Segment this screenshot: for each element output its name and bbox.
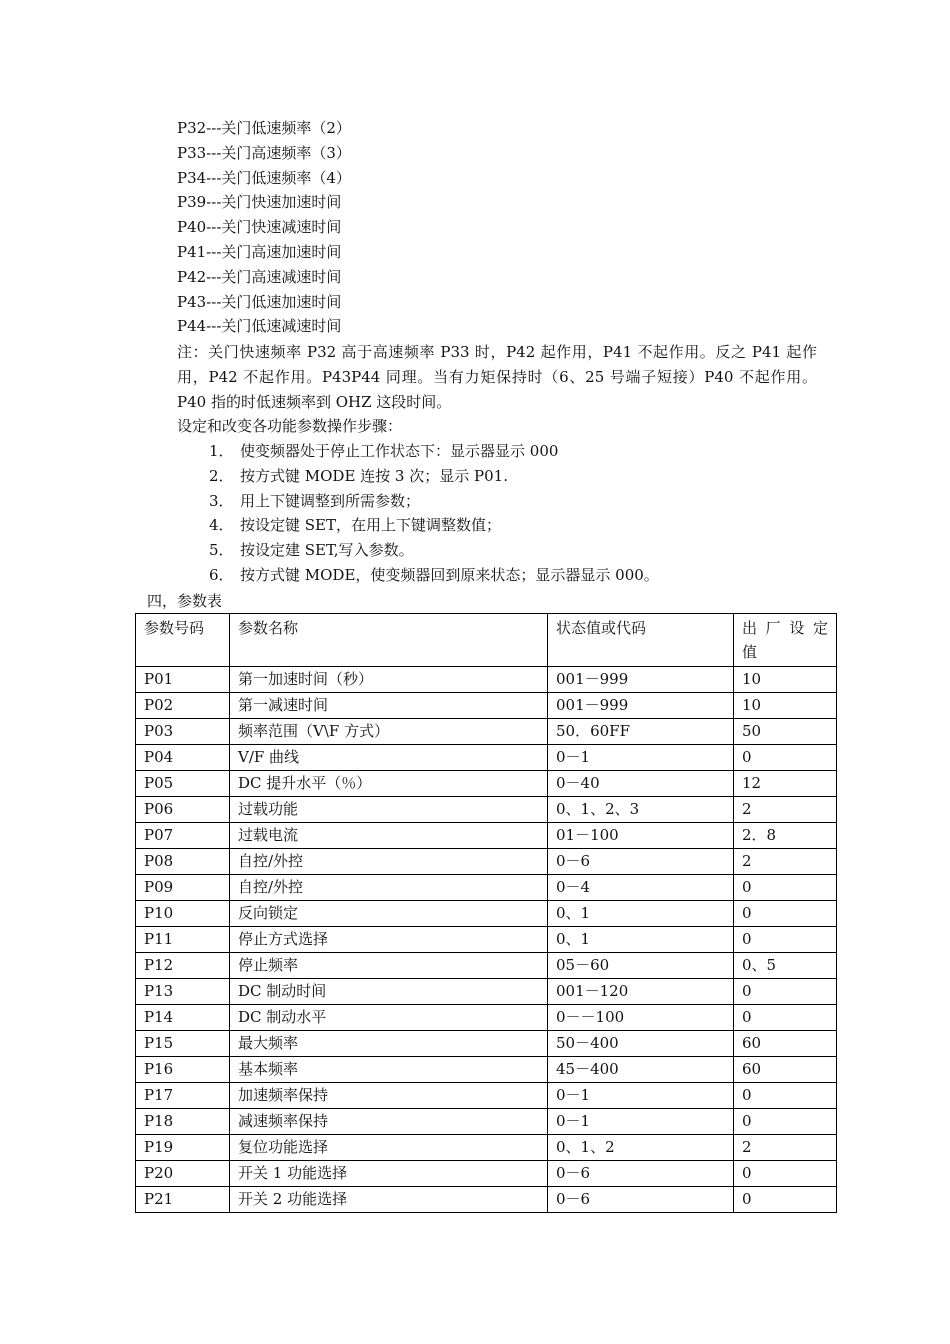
cell-name: 频率范围（V\F 方式） <box>230 719 548 745</box>
table-row <box>136 953 837 979</box>
cell-default: 0 <box>734 1109 837 1135</box>
cell-name: 开关 2 功能选择 <box>230 1187 548 1213</box>
step-text: 按设定键 SET，在用上下键调整数值； <box>240 516 502 535</box>
cell-name: DC 提升水平（％） <box>230 771 548 797</box>
cell-code: P14 <box>136 1005 230 1031</box>
table-row <box>136 979 837 1005</box>
cell-value: 0、1、2、3 <box>548 797 734 823</box>
note-paragraph: 注：关门快速频率 P32 高于高速频率 P33 时，P42 起作用，P41 不起作用。反之 P41 起作用，P42 不起作用。P43P44 同理。当有力矩保持时（6、25 号端子短接）P40 不起作用。P40 指的时低速频率到 OHZ 这段时间。 <box>177 343 817 411</box>
cell-value: 50－400 <box>548 1031 734 1057</box>
step-number: 1． <box>209 442 234 460</box>
cell-default: 60 <box>734 1031 837 1057</box>
cell-code: P02 <box>136 693 230 719</box>
cell-code: P17 <box>136 1083 230 1109</box>
cell-name: 复位功能选择 <box>230 1135 548 1161</box>
cell-value: 001－999 <box>548 693 734 719</box>
cell-code: P19 <box>136 1135 230 1161</box>
cell-default: 0 <box>734 745 837 771</box>
cell-name: 过载功能 <box>230 797 548 823</box>
cell-default: 2．8 <box>734 823 837 849</box>
cell-code: P18 <box>136 1109 230 1135</box>
cell-code: P07 <box>136 823 230 849</box>
cell-code: P05 <box>136 771 230 797</box>
table-header-row <box>136 614 837 667</box>
cell-name: DC 制动水平 <box>230 1005 548 1031</box>
cell-name: 过载电流 <box>230 823 548 849</box>
cell-name: 加速频率保持 <box>230 1083 548 1109</box>
cell-default: 0 <box>734 875 837 901</box>
cell-value: 0－1 <box>548 1083 734 1109</box>
parameter-table <box>135 613 837 1213</box>
section-title: 四，参数表 <box>147 592 223 610</box>
step-item <box>209 563 659 588</box>
cell-value: 0－6 <box>548 1187 734 1213</box>
cell-name: 自控/外控 <box>230 875 548 901</box>
step-text: 按设定建 SET,写入参数。 <box>240 541 414 560</box>
cell-name: 自控/外控 <box>230 849 548 875</box>
cell-code: P08 <box>136 849 230 875</box>
table-row <box>136 693 837 719</box>
table-row <box>136 745 837 771</box>
cell-value: 0、1、2 <box>548 1135 734 1161</box>
cell-name: 最大频率 <box>230 1031 548 1057</box>
table-row <box>136 797 837 823</box>
cell-value: 01－100 <box>548 823 734 849</box>
step-text: 按方式键 MODE，使变频器回到原来状态；显示器显示 000。 <box>240 565 659 584</box>
header-value: 状态值或代码 <box>548 614 734 667</box>
cell-value: 0－－100 <box>548 1005 734 1031</box>
step-item <box>209 489 659 514</box>
header-default: 出 厂 设 定 值 <box>734 614 837 667</box>
table-row <box>136 1187 837 1213</box>
header-name: 参数名称 <box>230 614 548 667</box>
step-item <box>209 439 659 464</box>
cell-default: 10 <box>734 693 837 719</box>
cell-code: P09 <box>136 875 230 901</box>
cell-value: 05－60 <box>548 953 734 979</box>
table-row <box>136 823 837 849</box>
table-body <box>136 667 837 1213</box>
cell-value: 50．60FF <box>548 719 734 745</box>
cell-code: P16 <box>136 1057 230 1083</box>
cell-value: 0－40 <box>548 771 734 797</box>
cell-name: 停止方式选择 <box>230 927 548 953</box>
cell-default: 50 <box>734 719 837 745</box>
cell-code: P10 <box>136 901 230 927</box>
cell-value: 0－1 <box>548 1109 734 1135</box>
cell-value: 0－6 <box>548 1161 734 1187</box>
cell-code: P04 <box>136 745 230 771</box>
cell-default: 0 <box>734 1005 837 1031</box>
table-row <box>136 1005 837 1031</box>
cell-name: 第一加速时间（秒） <box>230 667 548 693</box>
cell-value: 45－400 <box>548 1057 734 1083</box>
parameter-line: P44---关门低速减速时间 <box>177 317 342 336</box>
parameter-line: P34---关门低速频率（4） <box>177 168 351 187</box>
cell-default: 2 <box>734 1135 837 1161</box>
cell-name: V/F 曲线 <box>230 745 548 771</box>
parameter-line: P32---关门低速频率（2） <box>177 119 351 137</box>
table-row <box>136 849 837 875</box>
steps-list <box>209 439 659 588</box>
parameter-line: P41---关门高速加速时间 <box>177 242 342 261</box>
parameter-line: P42---关门高速减速时间 <box>177 267 342 286</box>
cell-default: 0 <box>734 901 837 927</box>
cell-value: 0、1 <box>548 901 734 927</box>
cell-name: 停止频率 <box>230 953 548 979</box>
cell-name: 减速频率保持 <box>230 1109 548 1135</box>
cell-default: 2 <box>734 849 837 875</box>
cell-default: 0 <box>734 1083 837 1109</box>
parameter-list <box>177 116 351 339</box>
cell-name: 基本频率 <box>230 1057 548 1083</box>
step-text: 用上下键调整到所需参数； <box>240 491 421 510</box>
cell-default: 10 <box>734 667 837 693</box>
steps-intro: 设定和改变各功能参数操作步骤： <box>177 417 403 435</box>
cell-code: P21 <box>136 1187 230 1213</box>
table-row <box>136 1057 837 1083</box>
step-item <box>209 464 659 489</box>
cell-value: 001－999 <box>548 667 734 693</box>
cell-value: 0－1 <box>548 745 734 771</box>
cell-value: 0－6 <box>548 849 734 875</box>
cell-value: 0－4 <box>548 875 734 901</box>
cell-default: 0 <box>734 1187 837 1213</box>
cell-name: DC 制动时间 <box>230 979 548 1005</box>
table-row <box>136 1161 837 1187</box>
cell-name: 反向锁定 <box>230 901 548 927</box>
cell-value: 001－120 <box>548 979 734 1005</box>
step-number: 3． <box>209 491 234 510</box>
step-text: 按方式键 MODE 连按 3 次；显示 P01. <box>240 466 508 485</box>
parameter-line: P39---关门快速加速时间 <box>177 193 342 212</box>
table-row <box>136 901 837 927</box>
cell-default: 0 <box>734 979 837 1005</box>
table-row <box>136 667 837 693</box>
step-item <box>209 538 659 563</box>
step-number: 6． <box>209 565 234 584</box>
step-number: 2． <box>209 466 234 485</box>
parameter-line: P43---关门低速加速时间 <box>177 292 342 311</box>
cell-code: P06 <box>136 797 230 823</box>
cell-value: 0、1 <box>548 927 734 953</box>
table-row <box>136 875 837 901</box>
cell-code: P03 <box>136 719 230 745</box>
table-row <box>136 1135 837 1161</box>
cell-default: 12 <box>734 771 837 797</box>
cell-name: 开关 1 功能选择 <box>230 1161 548 1187</box>
step-number: 4． <box>209 516 234 535</box>
table-row <box>136 1083 837 1109</box>
cell-default: 0、5 <box>734 953 837 979</box>
cell-code: P11 <box>136 927 230 953</box>
cell-code: P20 <box>136 1161 230 1187</box>
header-code: 参数号码 <box>136 614 230 667</box>
parameter-line: P33---关门高速频率（3） <box>177 143 351 162</box>
step-number: 5． <box>209 541 234 560</box>
cell-code: P01 <box>136 667 230 693</box>
step-text: 使变频器处于停止工作状态下：显示器显示 000 <box>240 442 559 460</box>
step-item <box>209 513 659 538</box>
cell-name: 第一减速时间 <box>230 693 548 719</box>
table-row <box>136 927 837 953</box>
cell-default: 2 <box>734 797 837 823</box>
table-row <box>136 1109 837 1135</box>
parameter-line: P40---关门快速减速时间 <box>177 218 342 237</box>
cell-default: 0 <box>734 927 837 953</box>
cell-code: P12 <box>136 953 230 979</box>
cell-code: P15 <box>136 1031 230 1057</box>
cell-default: 0 <box>734 1161 837 1187</box>
table-row <box>136 771 837 797</box>
cell-code: P13 <box>136 979 230 1005</box>
table-row <box>136 1031 837 1057</box>
table-row <box>136 719 837 745</box>
cell-default: 60 <box>734 1057 837 1083</box>
